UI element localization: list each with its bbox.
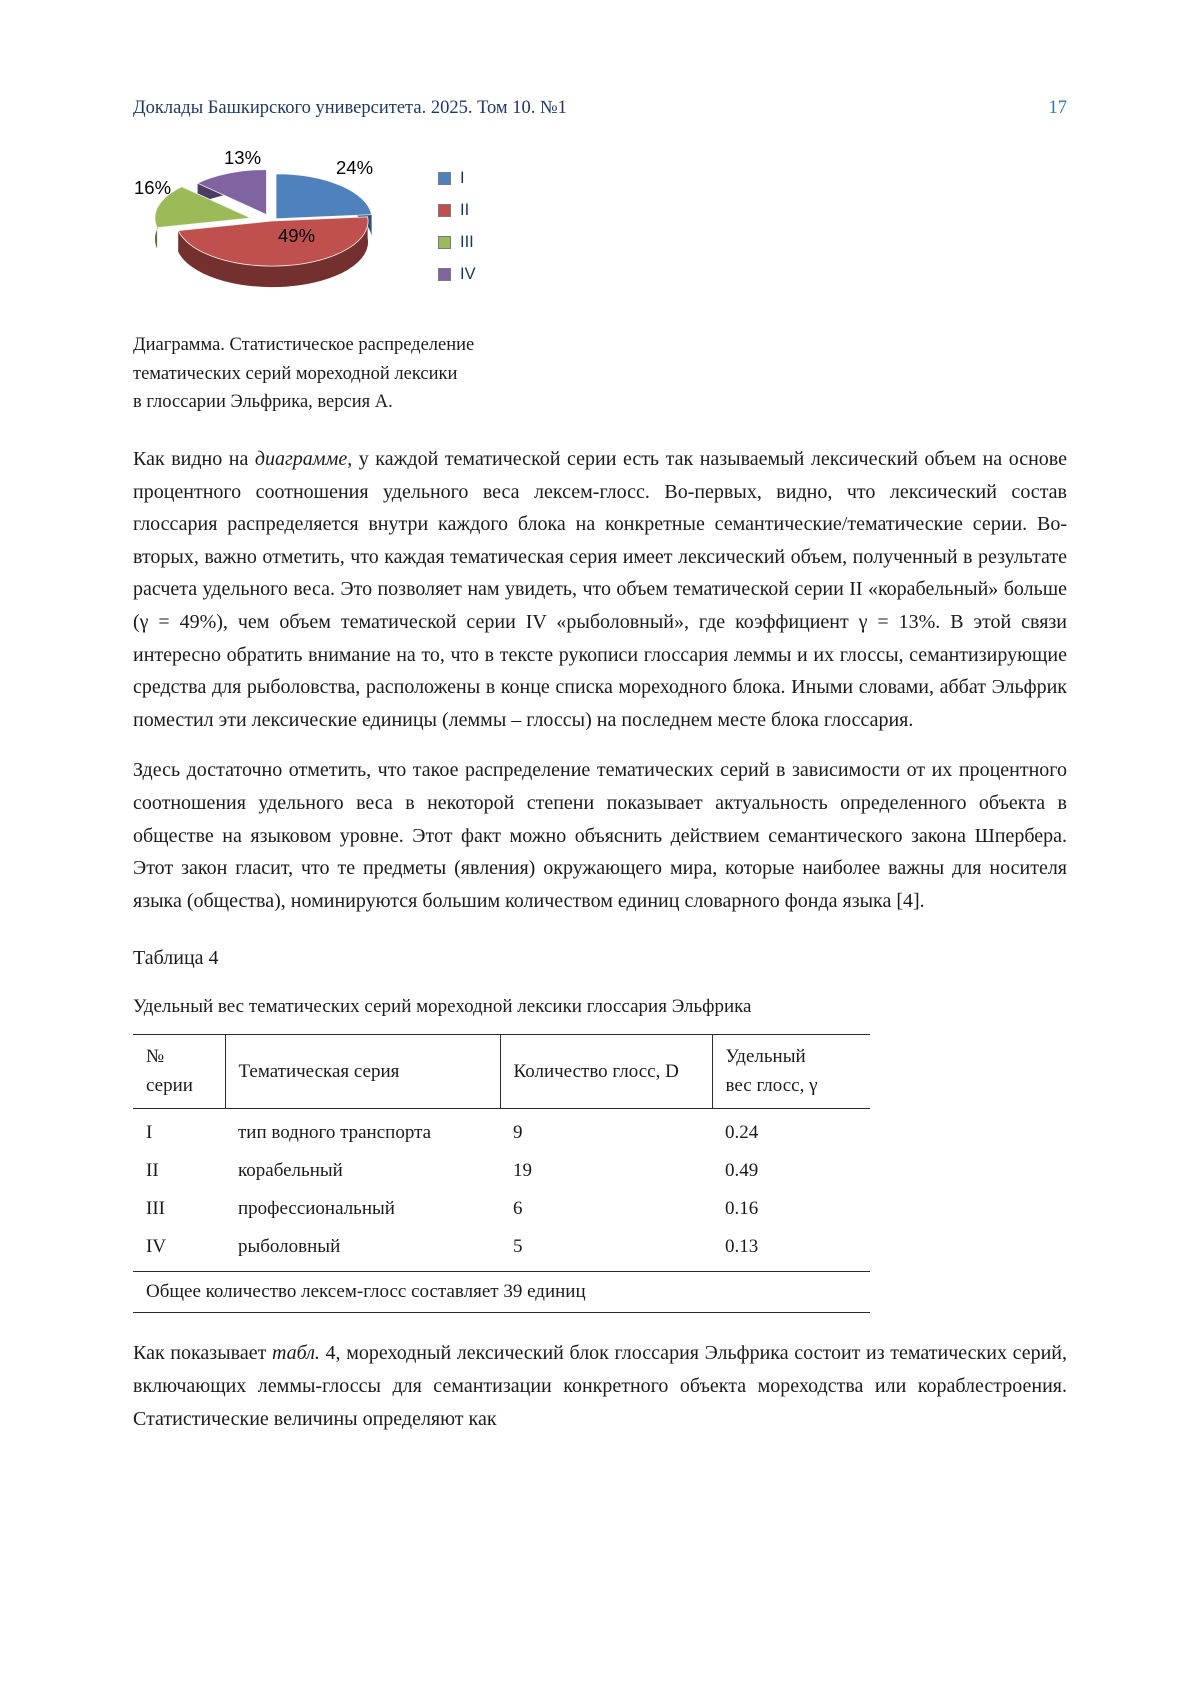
table-total-note: Общее количество лексем-глосс составляет 39 единиц [133, 1272, 870, 1313]
cell-gloss-count: 6 [513, 1198, 523, 1220]
header-line: Удельный [725, 1046, 806, 1068]
header-line: вес глосс, γ [725, 1074, 818, 1096]
cell-thematic-series: тип водного транспорта [238, 1122, 432, 1144]
journal-title: Доклады Башкирского университета. 2025. Том 10. №1 [133, 98, 567, 118]
cell-gloss-count: 5 [513, 1236, 523, 1258]
legend-swatch [438, 204, 451, 217]
figure-caption-line-3: в глоссарии Эльфрика, версия А. [133, 392, 393, 413]
table-row [133, 1152, 870, 1190]
pie-chart-figure [120, 145, 510, 317]
table-row [133, 1109, 870, 1153]
cell-specific-weight: 0.16 [725, 1198, 759, 1220]
table-footer [133, 1272, 870, 1313]
table-body [133, 1109, 870, 1272]
table-header [133, 1035, 870, 1109]
paragraph-text: 4, мореходный лексический блок глоссария Эльфрика состоит из тематических серий, включающих леммы-глоссы для семантизации конкретного объекта мореходства или кораблестроения. Статистические величины определяют как [133, 1342, 1067, 1430]
legend-item-II [438, 201, 476, 220]
paragraph-text: Как показывает [133, 1342, 272, 1365]
italic-term: табл. [271, 1342, 320, 1365]
legend-item-III [438, 233, 476, 252]
paragraph-text: Как видно на [133, 448, 255, 471]
cell-series-number: IV [146, 1236, 167, 1258]
header-line: № [146, 1046, 165, 1068]
legend-label: III [460, 233, 474, 251]
legend-label: IV [460, 265, 476, 283]
body-paragraph-3 [133, 1337, 1067, 1435]
page-number: 17 [1048, 98, 1067, 118]
cell-gloss-count: 19 [513, 1160, 532, 1182]
column-header-gloss-count: Количество глосс, D [500, 1035, 712, 1109]
italic-term: диаграмме [254, 448, 348, 471]
pie-label-III: 16% [134, 177, 172, 198]
cell-series-number: III [146, 1198, 165, 1220]
table-caption: Удельный вес тематических серий мореходной лексики глоссария Эльфрика [133, 996, 752, 1018]
column-header-thematic-series: Тематическая серия [225, 1035, 500, 1109]
column-header-series-number [133, 1035, 225, 1109]
legend-item-IV [438, 265, 476, 284]
body-paragraph-2: Здесь достаточно отметить, что такое распределение тематических серий в зависимости от их процентного соотношения удельного веса в некоторой степени показывает актуальность определенного объекта в обществе на языковом уровне. Этот факт можно объяснить действием семантического закона Шпербера. Этот закон гласит, что те предметы (явления) окружающего мира, которые наиболее важны для носителя языка (общества), номинируются большим количеством единиц словарного фонда языка [4]. [133, 759, 1067, 912]
figure-caption [133, 331, 1067, 417]
legend-swatch [438, 172, 451, 185]
legend-item-I [438, 169, 476, 188]
weights-table [133, 1034, 870, 1313]
pie-label-IV: 13% [224, 147, 262, 168]
figure-caption-line-2: тематических серий мореходной лексики [133, 363, 458, 384]
table-label: Таблица 4 [133, 947, 219, 970]
cell-specific-weight: 0.24 [725, 1122, 759, 1144]
legend-label: II [460, 201, 470, 219]
pie-label-II: 49% [278, 225, 316, 246]
table-header-row [133, 1035, 870, 1109]
legend-label: I [460, 169, 465, 187]
legend-swatch [438, 236, 451, 249]
pie-legend [438, 169, 476, 284]
pie-slice-I [276, 174, 372, 219]
header-line: серии [146, 1074, 193, 1096]
cell-series-number: I [146, 1122, 153, 1144]
cell-thematic-series: корабельный [238, 1160, 343, 1182]
cell-specific-weight: 0.13 [725, 1236, 759, 1258]
figure-caption-line-1: Диаграмма. Статистическое распределение [133, 335, 475, 355]
cell-specific-weight: 0.49 [725, 1160, 759, 1182]
cell-thematic-series: рыболовный [238, 1236, 341, 1258]
column-header-specific-weight [712, 1035, 870, 1109]
paragraph-text: , у каждой тематической серии есть так называемый лексический объем на основе процентного соотношения удельного веса лексем-глосс. Во-первых, видно, что лексический состав глоссария распределяется внутри каждого блока на конкретные семантические/тематические серии. Во-вторых, важно отметить, что каждая тематическая серия имеет лексический объем, полученный в результате расчета удельного веса. Это позволяет нам увидеть, что объем тематической серии II «корабельный» больше (γ = 49%), чем объем тематической серии IV «рыболовный», где коэффициент γ = 13%. В этой связи интересно обратить внимание на то, что в тексте рукописи глоссария леммы и их глоссы, семантизирующие средства для рыболовства, расположены в конце списка мореходного блока. Иными словами, аббат Эльфрик поместил эти лексические единицы (леммы – глоссы) на последнем месте блока глоссария. [133, 448, 1068, 731]
body-paragraph-1 [133, 443, 1067, 736]
cell-series-number: II [146, 1160, 159, 1182]
legend-swatch [438, 268, 451, 281]
table-row [133, 1190, 870, 1228]
table-footer-row [133, 1272, 870, 1313]
cell-thematic-series: профессиональный [238, 1198, 395, 1220]
cell-gloss-count: 9 [513, 1122, 523, 1144]
table-row [133, 1228, 870, 1272]
pie-label-I: 24% [336, 157, 374, 178]
running-header [133, 98, 1067, 119]
